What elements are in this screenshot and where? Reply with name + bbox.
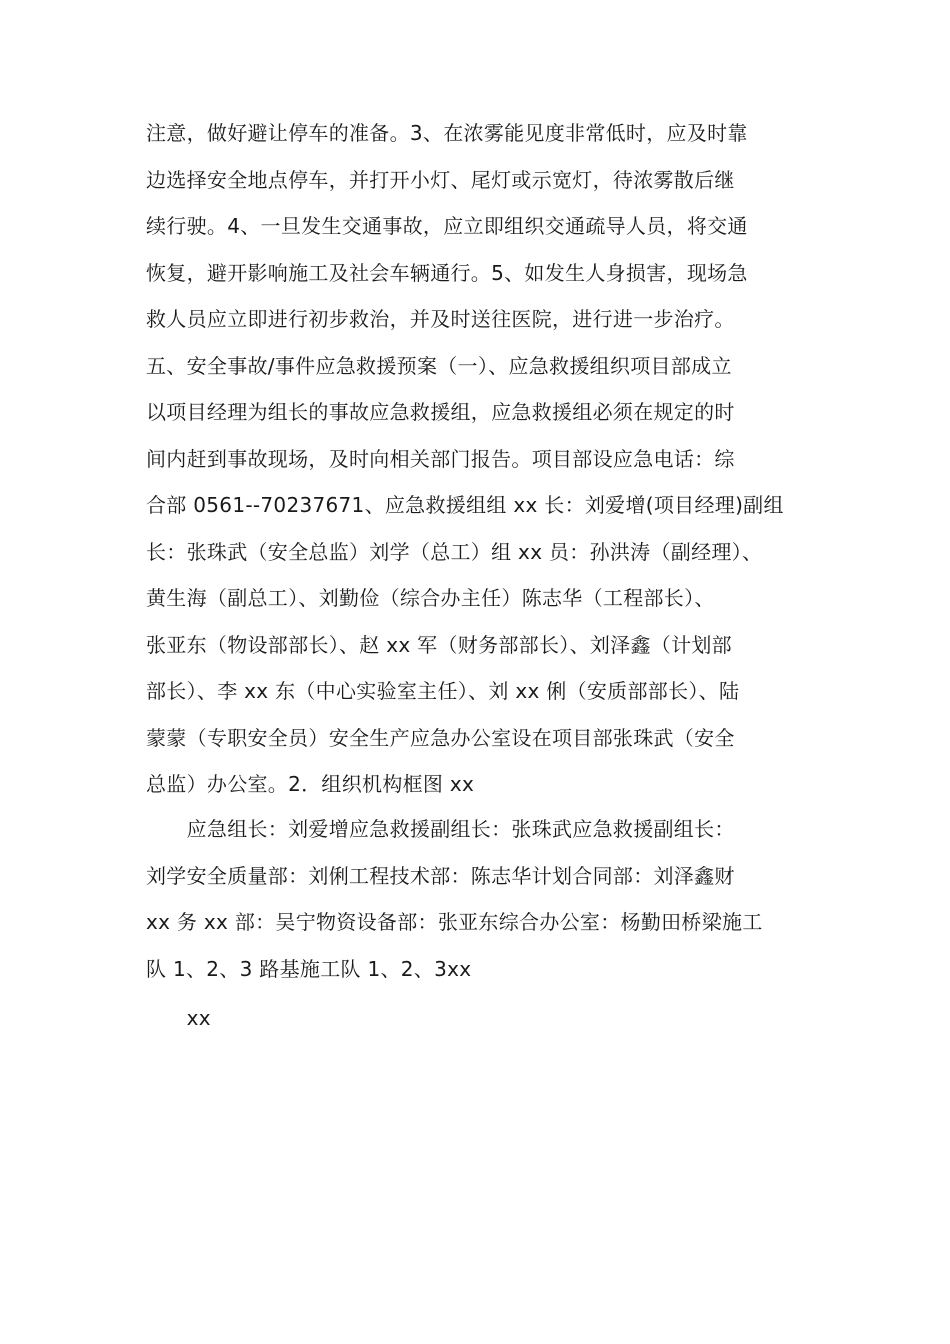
text-line: 注意，做好避让停车的准备。3、在浓雾能见度非常低时，应及时靠 [146,121,748,145]
body-paragraph-3 [146,995,846,1042]
text-line: 黄生海（副总工）、刘勤俭（综合办主任）陈志华（工程部长）、 [146,586,715,610]
text-line: 张亚东（物设部部长）、赵 xx 军（财务部部长）、刘泽鑫（计划部 [146,632,732,657]
text-line: 五、安全事故/事件应急救援预案（一）、应急救援组织项目部成立 [146,353,732,378]
text-line: 续行驶。4、一旦发生交通事故，应立即组织交通疏导人员，将交通 [146,214,748,238]
text-line: 长：张珠武（安全总监）刘学（总工）组 xx 员：孙洪涛（副经理）、 [146,539,763,564]
body-paragraph-2 [146,806,846,992]
text-line: 总监）办公室。2．组织机构框图 xx [146,772,475,796]
text-line: 部长）、李 xx 东（中心实验室主任）、刘 xx 俐（安质部部长）、陆 [146,679,740,703]
text-line: 边选择安全地点停车，并打开小灯、尾灯或示宽灯，待浓雾散后继 [146,167,735,192]
text-line: 间内赶到事故现场，及时向相关部门报告。项目部设应急电话：综 [146,446,735,471]
text-line: 救人员应立即进行初步救治，并及时送往医院，进行进一步治疗。 [146,307,735,331]
text-line: 刘学安全质量部：刘俐工程技术部：陈志华计划合同部：刘泽鑫财 [146,863,735,888]
text-line: xx 务 xx 部：吴宁物资设备部：张亚东综合办公室：杨勤田桥梁施工 [146,910,763,934]
text-line: 蒙蒙（专职安全员）安全生产应急办公室设在项目部张珠武（安全 [146,725,735,750]
body-paragraph-1 [146,110,846,808]
text-line: xx [146,1006,211,1030]
text-line: 队 1、2、3 路基施工队 1、2、3xx [146,956,472,981]
text-line: 以项目经理为组长的事故应急救援组，应急救援组必须在规定的时 [146,400,735,424]
text-line: 恢复，避开影响施工及社会车辆通行。5、如发生人身损害，现场急 [146,260,748,285]
text-line: 合部 0561--70237671、应急救援组组 xx 长：刘爱增(项目经理)副组 [146,493,784,517]
text-line: 应急组长：刘爱增应急救援副组长：张珠武应急救援副组长： [146,817,735,841]
